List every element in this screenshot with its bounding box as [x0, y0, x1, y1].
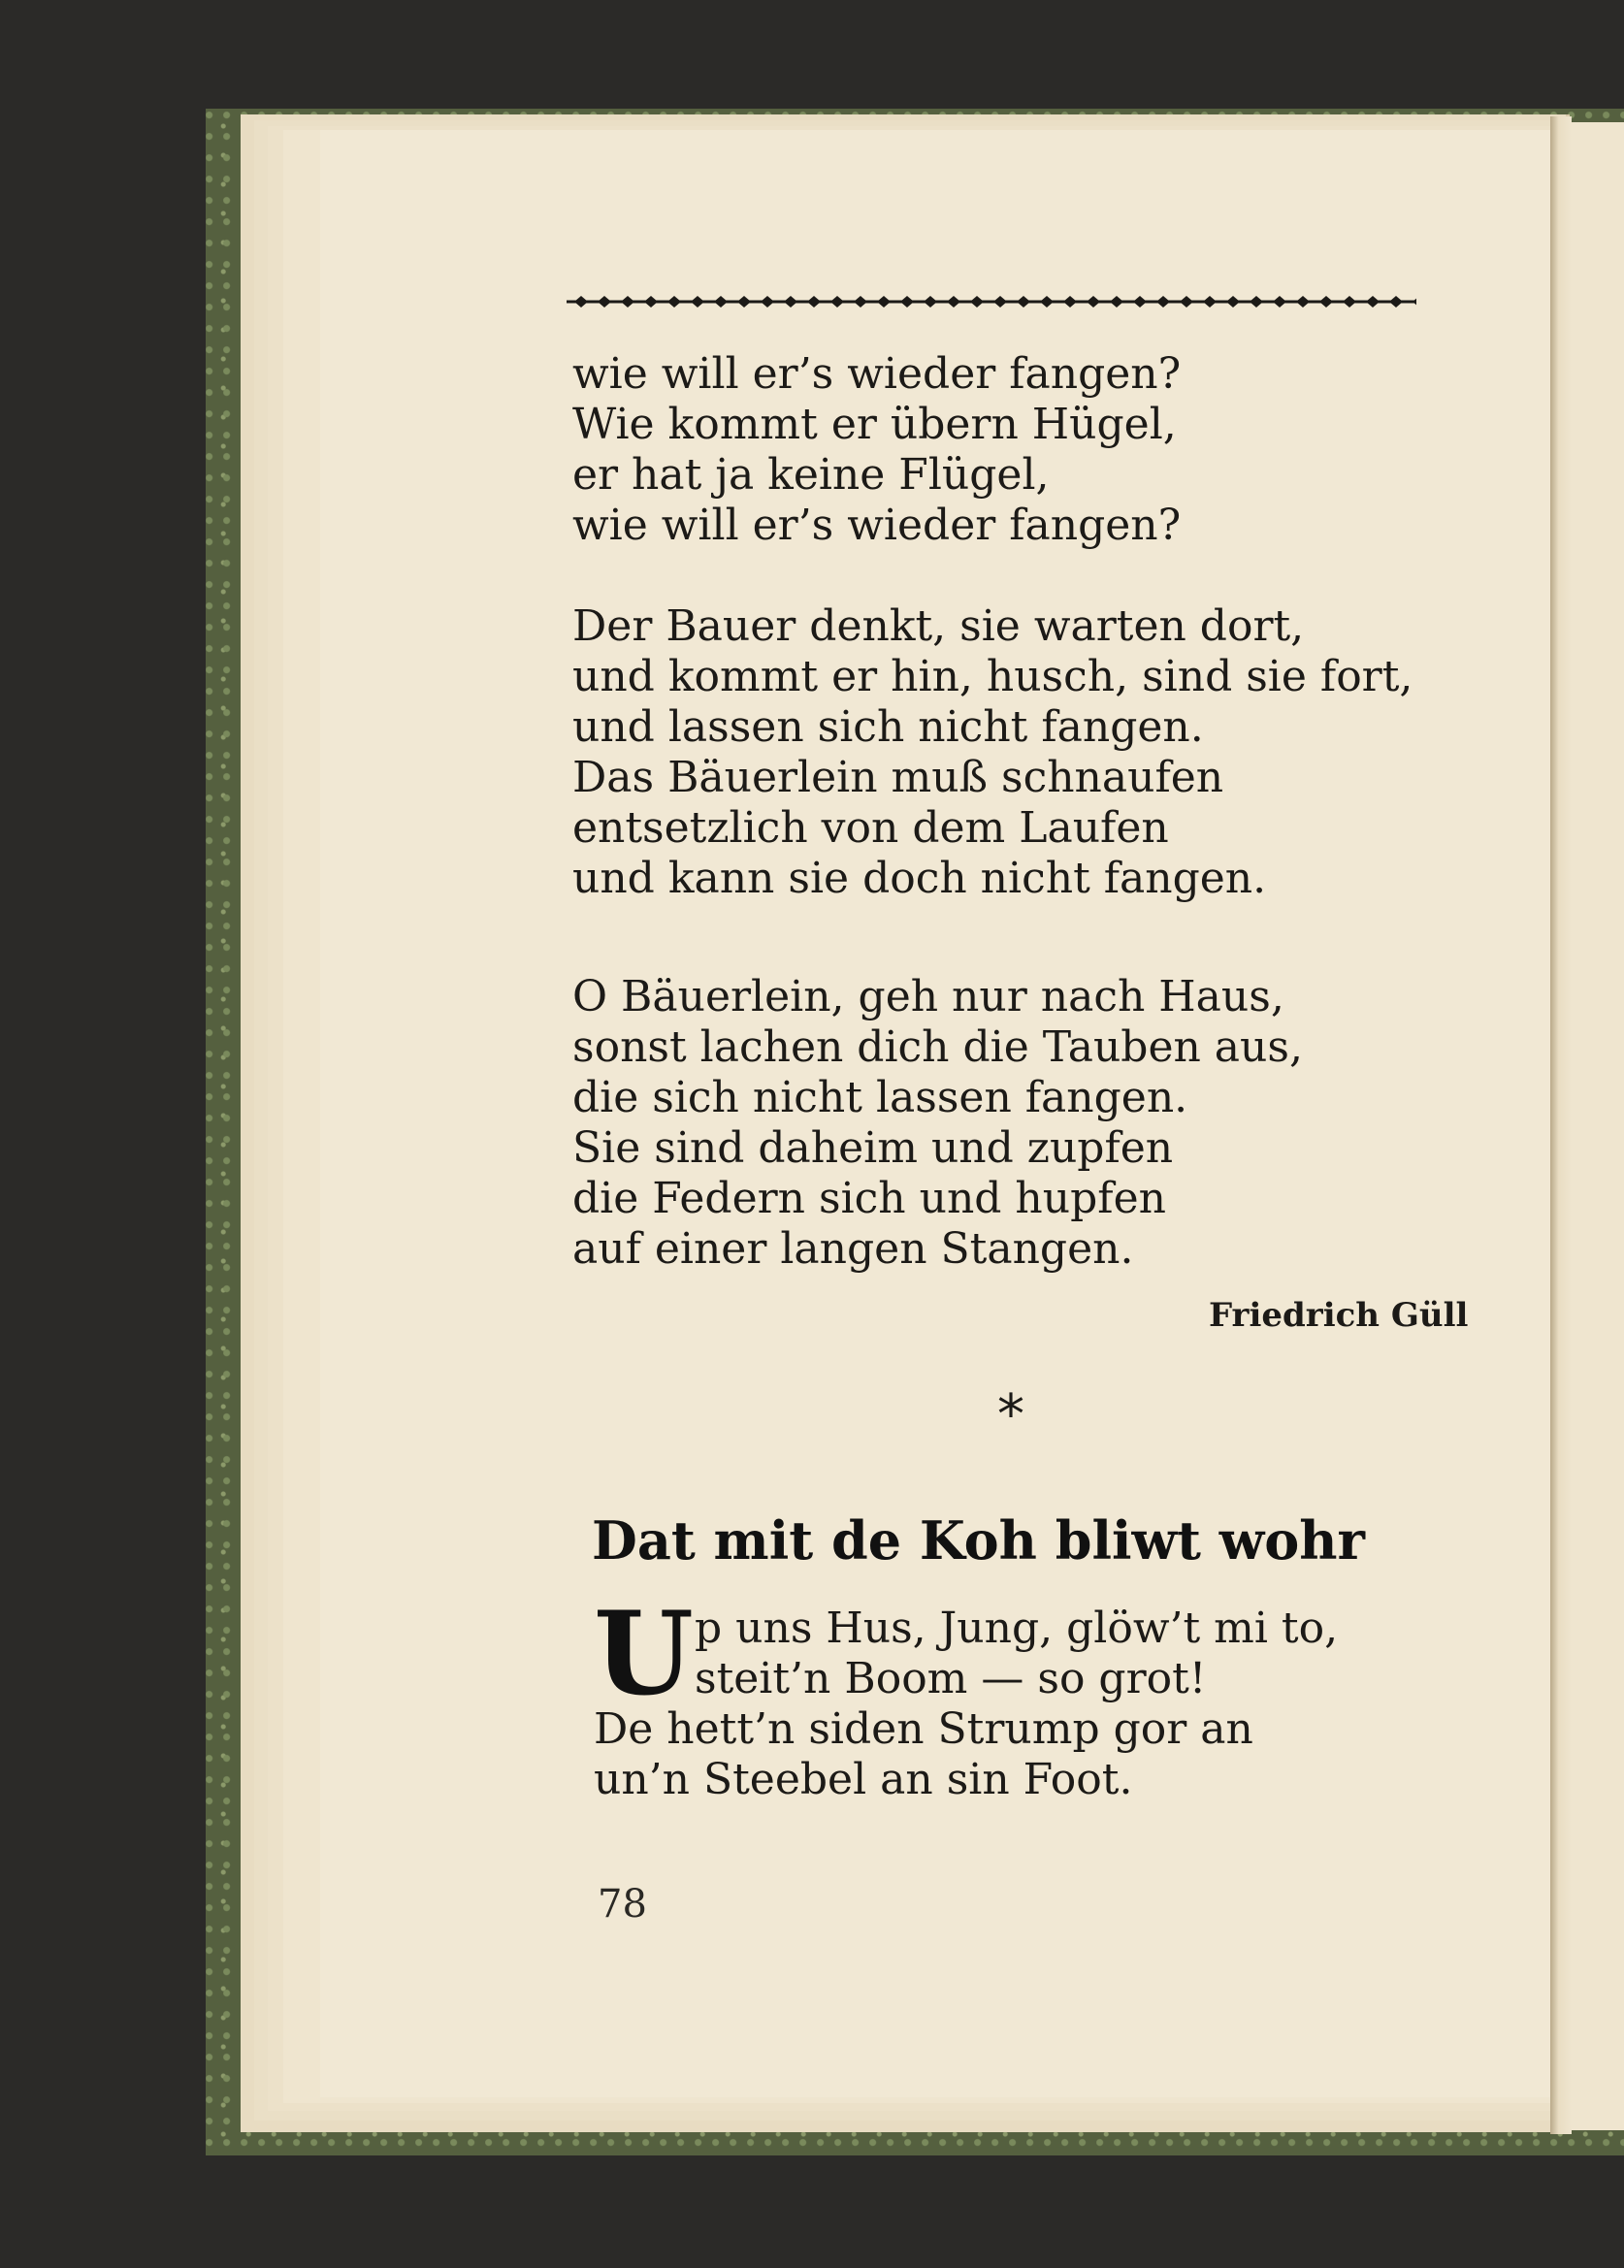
verse-line: Sie sind daheim und zupfen	[572, 1123, 1174, 1173]
verse-line: die Federn sich und hupfen	[572, 1174, 1166, 1223]
facing-page	[1572, 122, 1624, 2130]
drop-cap: U	[594, 1586, 694, 1721]
verse-line: sonst lachen dich die Tauben aus,	[572, 1022, 1303, 1072]
verse-line: entsetzlich von dem Laufen	[572, 803, 1169, 853]
verse-line: wie will er’s wieder fangen?	[572, 349, 1182, 399]
verse-line: wie will er’s wieder fangen?	[572, 501, 1182, 550]
stanza-3	[572, 972, 1445, 1275]
verse-line: Das Bäuerlein muß schnaufen	[572, 753, 1224, 802]
book-gutter	[1550, 116, 1572, 2134]
verse-line: De hett’n siden Strump gor an	[594, 1704, 1253, 1754]
poem-lines-indented	[695, 1603, 1338, 1703]
poem-lines	[594, 1703, 1253, 1804]
verse-line: Wie kommt er übern Hügel,	[572, 400, 1177, 449]
verse-line: steit’n Boom — so grot!	[695, 1654, 1207, 1703]
stanza-1	[572, 349, 1445, 551]
verse-line: un’n Steebel an sin Foot.	[594, 1755, 1133, 1804]
verse-line: er hat ja keine Flügel,	[572, 450, 1050, 500]
page-number: 78	[598, 1882, 647, 1927]
verse-line: Der Bauer denkt, sie warten dort,	[572, 601, 1305, 651]
poem-author: Friedrich Güll	[1209, 1296, 1469, 1335]
verse-line: und lassen sich nicht fangen.	[572, 702, 1204, 752]
verse-line: p uns Hus, Jung, glöw’t mi to,	[695, 1604, 1339, 1653]
stanza-2	[572, 601, 1445, 904]
verse-line: und kommt er hin, husch, sind sie fort,	[572, 652, 1413, 701]
verse-line: die sich nicht lassen fangen.	[572, 1073, 1188, 1122]
verse-line: O Bäuerlein, geh nur nach Haus,	[572, 972, 1284, 1021]
verse-line: auf einer langen Stangen.	[572, 1224, 1134, 1274]
ornamental-rule	[567, 291, 1416, 312]
verse-line: und kann sie doch nicht fangen.	[572, 854, 1267, 903]
poem-title: Dat mit de Koh bliwt wohr	[592, 1509, 1365, 1571]
section-separator: *	[997, 1383, 1024, 1446]
